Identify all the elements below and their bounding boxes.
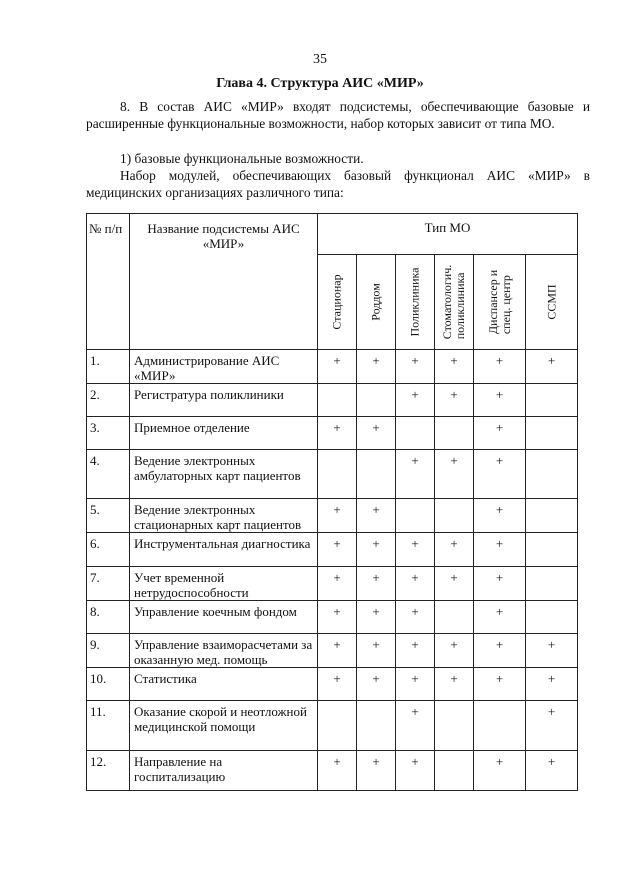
header-mo-type: Тип МО <box>318 214 578 255</box>
row-mark-5 <box>526 533 578 567</box>
row-mark-4: + <box>474 499 526 533</box>
header-number: № п/п <box>87 214 130 350</box>
row-mark-0 <box>318 701 357 751</box>
row-mark-1: + <box>357 567 396 601</box>
row-number: 6. <box>87 533 130 567</box>
row-mark-2: + <box>396 601 435 634</box>
header-type-label-line2: спец. центр <box>498 275 513 335</box>
row-mark-0: + <box>318 668 357 701</box>
row-mark-2: + <box>396 668 435 701</box>
row-mark-2: + <box>396 350 435 384</box>
row-mark-0: + <box>318 751 357 791</box>
row-mark-2: + <box>396 751 435 791</box>
table-row <box>87 634 578 668</box>
row-mark-1: + <box>357 751 396 791</box>
page-number: 35 <box>313 52 327 67</box>
row-mark-1: + <box>357 350 396 384</box>
row-mark-5 <box>526 499 578 533</box>
row-mark-5 <box>526 417 578 450</box>
row-number: 8. <box>87 601 130 634</box>
row-mark-0: + <box>318 417 357 450</box>
row-mark-5: + <box>526 350 578 384</box>
row-number: 5. <box>87 499 130 533</box>
row-subsystem-name: Ведение электронных стационарных карт пациентов <box>130 499 318 533</box>
row-mark-5: + <box>526 751 578 791</box>
table-row <box>87 533 578 567</box>
table-row <box>87 701 578 751</box>
table-row <box>87 668 578 701</box>
header-type-label: Диспансер и <box>485 269 500 335</box>
row-subsystem-name: Управление взаиморасчетами за оказанную мед. помощь <box>130 634 318 668</box>
header-type-label: Роддом <box>368 283 383 321</box>
row-mark-3 <box>435 417 474 450</box>
header-type-label-line2: поликлиника <box>453 272 467 340</box>
table-row <box>87 350 578 384</box>
row-number: 11. <box>87 701 130 751</box>
row-mark-2 <box>396 499 435 533</box>
row-mark-4: + <box>474 634 526 668</box>
row-mark-1: + <box>357 533 396 567</box>
row-mark-4: + <box>474 533 526 567</box>
row-mark-0: + <box>318 567 357 601</box>
row-number: 7. <box>87 567 130 601</box>
row-mark-1 <box>357 701 396 751</box>
header-type-0 <box>318 255 357 350</box>
row-mark-3: + <box>435 634 474 668</box>
row-mark-4: + <box>474 350 526 384</box>
header-type-3 <box>435 255 474 350</box>
row-mark-5: + <box>526 634 578 668</box>
row-mark-4: + <box>474 567 526 601</box>
row-mark-2: + <box>396 450 435 499</box>
row-mark-3 <box>435 701 474 751</box>
row-mark-3: + <box>435 350 474 384</box>
row-mark-2: + <box>396 701 435 751</box>
row-mark-2: + <box>396 384 435 417</box>
row-mark-3: + <box>435 450 474 499</box>
row-number: 10. <box>87 668 130 701</box>
header-type-5 <box>526 255 578 350</box>
row-mark-5 <box>526 567 578 601</box>
row-mark-2: + <box>396 567 435 601</box>
subsystems-table <box>86 213 578 791</box>
paragraph-composition: 8. В состав АИС «МИР» входят подсистемы, обеспечивающие базовые и расширенные функциональные возможности, набор которых зависит от типа МО. <box>86 99 590 131</box>
row-mark-4: + <box>474 417 526 450</box>
row-mark-4: + <box>474 751 526 791</box>
row-number: 1. <box>87 350 130 384</box>
row-subsystem-name: Приемное отделение <box>130 417 318 450</box>
header-type-label: ССМП <box>544 284 558 320</box>
row-mark-3 <box>435 751 474 791</box>
header-type-1 <box>357 255 396 350</box>
row-number: 4. <box>87 450 130 499</box>
row-mark-1: + <box>357 668 396 701</box>
row-mark-5 <box>526 450 578 499</box>
paragraph-base-capabilities: 1) базовые функциональные возможности. <box>120 151 364 166</box>
row-subsystem-name: Инструментальная диагностика <box>130 533 318 567</box>
row-mark-2: + <box>396 634 435 668</box>
row-mark-0: + <box>318 533 357 567</box>
row-mark-4: + <box>474 450 526 499</box>
row-mark-3: + <box>435 567 474 601</box>
row-number: 9. <box>87 634 130 668</box>
row-mark-5: + <box>526 701 578 751</box>
row-mark-5: + <box>526 668 578 701</box>
table-row <box>87 567 578 601</box>
header-subsystem-name: Название подсистемы АИС «МИР» <box>130 214 318 350</box>
row-mark-1 <box>357 450 396 499</box>
row-subsystem-name: Управление коечным фондом <box>130 601 318 634</box>
row-subsystem-name: Статистика <box>130 668 318 701</box>
row-mark-1: + <box>357 417 396 450</box>
row-mark-3: + <box>435 533 474 567</box>
row-number: 12. <box>87 751 130 791</box>
row-mark-3: + <box>435 384 474 417</box>
row-mark-0: + <box>318 634 357 668</box>
row-mark-3: + <box>435 668 474 701</box>
table-row <box>87 417 578 450</box>
header-type-label: Поликлиника <box>407 267 422 337</box>
row-subsystem-name: Направление на госпитализацию <box>130 751 318 791</box>
row-mark-1: + <box>357 499 396 533</box>
header-type-label: Стационар <box>329 274 344 330</box>
row-mark-0: + <box>318 499 357 533</box>
table-row <box>87 450 578 499</box>
row-mark-3 <box>435 499 474 533</box>
row-mark-3 <box>435 601 474 634</box>
row-mark-2: + <box>396 533 435 567</box>
row-mark-0 <box>318 384 357 417</box>
row-mark-1: + <box>357 601 396 634</box>
row-subsystem-name: Оказание скорой и неотложной медицинской помощи <box>130 701 318 751</box>
row-mark-4: + <box>474 668 526 701</box>
table-row <box>87 601 578 634</box>
row-mark-0: + <box>318 601 357 634</box>
row-number: 2. <box>87 384 130 417</box>
row-mark-4: + <box>474 384 526 417</box>
row-mark-4 <box>474 701 526 751</box>
row-mark-2 <box>396 417 435 450</box>
row-subsystem-name: Регистратура поликлиники <box>130 384 318 417</box>
row-mark-0: + <box>318 350 357 384</box>
header-type-4 <box>474 255 526 350</box>
row-mark-1: + <box>357 634 396 668</box>
chapter-title: Глава 4. Структура АИС «МИР» <box>216 76 424 91</box>
row-mark-0 <box>318 450 357 499</box>
row-mark-1 <box>357 384 396 417</box>
table-row <box>87 751 578 791</box>
row-mark-5 <box>526 601 578 634</box>
row-subsystem-name: Ведение электронных амбулаторных карт пациентов <box>130 450 318 499</box>
header-type-label: Стоматологич. <box>440 264 454 340</box>
row-number: 3. <box>87 417 130 450</box>
paragraph-modules-intro: Набор модулей, обеспечивающих базовый функционал АИС «МИР» в медицинских организациях различного типа: <box>86 168 590 200</box>
row-subsystem-name: Администрирование АИС «МИР» <box>130 350 318 384</box>
row-subsystem-name: Учет временной нетрудоспособности <box>130 567 318 601</box>
table-row <box>87 384 578 417</box>
table-row <box>87 499 578 533</box>
row-mark-5 <box>526 384 578 417</box>
header-type-2 <box>396 255 435 350</box>
row-mark-4: + <box>474 601 526 634</box>
